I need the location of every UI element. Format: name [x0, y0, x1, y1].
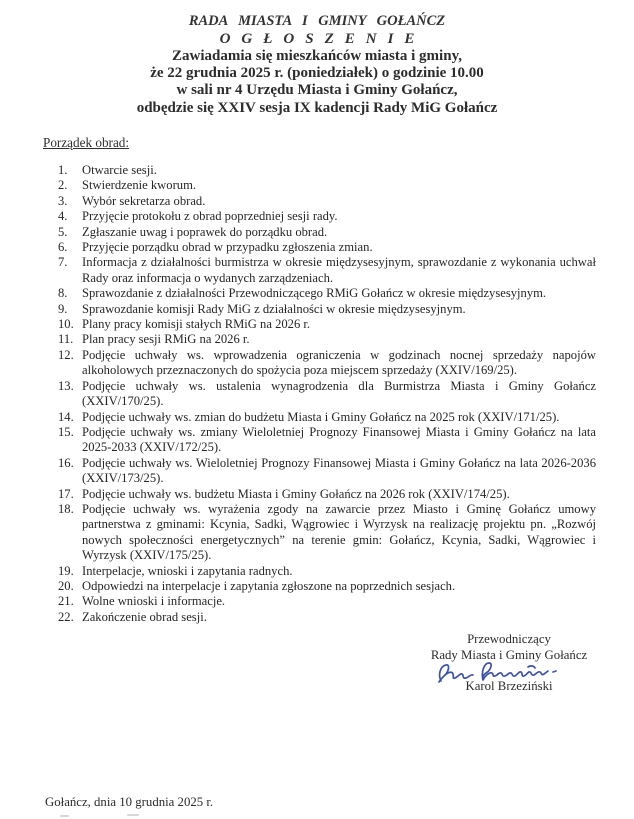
agenda-item [58, 255, 596, 286]
document-header [0, 13, 634, 117]
signer-org: Rady Miasta i Gminy Gołańcz [430, 648, 588, 662]
agenda-item-number: 1. [58, 163, 68, 177]
agenda-item-number: 6. [58, 240, 68, 255]
agenda-item-number: 11. [58, 332, 74, 347]
agenda-item-text: Przyjęcie protokołu z obrad poprzedniej sesji rady. [82, 209, 338, 224]
notice-block [0, 48, 634, 117]
agenda-item [58, 502, 596, 564]
agenda-item-number: 5. [58, 224, 68, 239]
agenda-item [58, 379, 596, 410]
agenda-item [58, 209, 596, 224]
agenda-item-text: Plan pracy sesji RMiG na 2026 r. [82, 332, 250, 347]
scan-artifact [127, 814, 139, 816]
notice-line: Zawiadamia się mieszkańców miasta i gminy, [171, 48, 462, 64]
agenda-item [58, 348, 596, 379]
agenda-item-text: Podjęcie uchwały ws. ustalenia wynagrodzenia dla Burmistrza Miasta i Gminy Gołańcz (XXIV/170/25). [82, 378, 596, 409]
scan-artifact [60, 815, 69, 817]
signer-role: Przewodniczący [467, 632, 551, 646]
agenda-item-text: Podjęcie uchwały ws. zmiany Wieloletniej Prognozy Finansowej Miasta i Gminy Gołańcz na lata 2025-2033 (XXIV/172/25). [82, 424, 596, 455]
agenda-item-text: Zakończenie obrad sesji. [82, 609, 207, 624]
announcement-title: OGŁOSZENIE [219, 31, 426, 47]
agenda-item [58, 302, 596, 317]
agenda-item-text: Otwarcie sesji. [82, 163, 157, 177]
agenda-item-text: Plany pracy komisji stałych RMiG na 2026 r. [82, 317, 311, 332]
agenda-item-number: 15. [58, 424, 74, 439]
agenda-item-text: Sprawozdanie komisji Rady MiG z działalności w okresie międzysesyjnym. [82, 301, 466, 316]
agenda-item-number: 10. [58, 317, 74, 332]
agenda-item [58, 410, 596, 425]
agenda-item-number: 21. [58, 594, 74, 609]
agenda-item-number: 16. [58, 455, 74, 470]
agenda-item-number: 8. [58, 286, 68, 301]
org-title: RADA MIASTA I GMINY GOŁAŃCZ [188, 13, 446, 29]
agenda-item-text: Wolne wnioski i informacje. [82, 594, 226, 609]
agenda-item-number: 2. [58, 178, 68, 193]
agenda-item-text: Podjęcie uchwały ws. budżetu Miasta i Gminy Gołańcz na 2026 rok (XXIV/174/25). [82, 486, 510, 501]
agenda-item-number: 13. [58, 378, 74, 393]
agenda-item [58, 225, 596, 240]
agenda-item-text: Sprawozdanie z działalności Przewodniczącego RMiG Gołańcz w okresie międzysesyjnym. [82, 286, 547, 301]
place-date-line: Gołańcz, dnia 10 grudnia 2025 r. [45, 795, 214, 809]
signature-area [421, 663, 597, 678]
agenda-item [58, 194, 596, 209]
agenda-item-number: 18. [58, 501, 74, 516]
agenda-item [58, 317, 596, 332]
agenda-list [58, 163, 596, 625]
agenda-item-number: 9. [58, 301, 68, 316]
agenda-item-number: 4. [58, 209, 68, 224]
agenda-item [58, 487, 596, 502]
agenda-item-number: 22. [58, 609, 74, 624]
agenda-item [58, 564, 596, 579]
agenda-item [58, 610, 596, 625]
agenda-item-text: Interpelacje, wnioski i zapytania radnych. [82, 563, 293, 578]
agenda-item-number: 3. [58, 193, 68, 208]
agenda-item-number: 17. [58, 486, 74, 501]
agenda-item-text: Zgłaszanie uwag i poprawek do porządku obrad. [82, 224, 328, 239]
agenda-item [58, 425, 596, 456]
agenda-item-text: Podjęcie uchwały ws. zmian do budżetu Miasta i Gminy Gołańcz na 2025 rok (XXIV/171/25). [82, 409, 560, 424]
signer-name: Karol Brzeziński [465, 679, 553, 693]
agenda-item [58, 178, 596, 193]
agenda-item-number: 19. [58, 563, 74, 578]
signature-block [421, 631, 597, 694]
agenda-item-text: Przyjęcie porządku obrad w przypadku zgłoszenia zmian. [82, 240, 373, 255]
agenda-item [58, 240, 596, 255]
agenda-item [58, 163, 596, 178]
agenda-item-text: Podjęcie uchwały ws. wprowadzenia ograniczenia w godzinach nocnej sprzedaży napojów alkoholowych przeznaczonych do spożycia poza miejscem sprzedaży (XXIV/169/25). [82, 347, 596, 378]
handwritten-signature-ink [435, 659, 561, 689]
agenda-item-text: Informacja z działalności burmistrza w okresie międzysesyjnym, sprawozdanie z wykonania uchwał Rady oraz informacja o wydanych zarządzeniach. [82, 255, 596, 285]
agenda-item-number: 12. [58, 347, 74, 362]
agenda-item [58, 579, 596, 594]
agenda-item-number: 7. [58, 255, 68, 270]
agenda-item-text: Stwierdzenie kworum. [82, 178, 197, 193]
agenda-item-number: 20. [58, 578, 74, 593]
agenda-item [58, 594, 596, 609]
agenda-item [58, 456, 596, 487]
notice-line: że 22 grudnia 2025 r. (poniedziałek) o godzinie 10.00 [150, 65, 484, 82]
agenda-item-text: Wybór sekretarza obrad. [82, 193, 206, 208]
agenda-item-text: Odpowiedzi na interpelacje i zapytania zgłoszone na poprzednich sesjach. [82, 578, 456, 593]
agenda-heading: Porządek obrad: [43, 135, 130, 150]
notice-line: w sali nr 4 Urzędu Miasta i Gminy Gołańcz, [176, 82, 458, 99]
agenda-item-number: 14. [58, 409, 74, 424]
notice-line: odbędzie się XXIV sesja IX kadencji Rady MiG Gołańcz [136, 99, 498, 116]
agenda-item-text: Podjęcie uchwały ws. wyrażenia zgody na zawarcie przez Miasto i Gminę Gołańcz umowy partnerstwa z gminami: Kcynia, Sadki, Wągrowiec i Wyrzysk na realizację projektu pn. „Rozwój nowych społeczności energetycznych” na terenie gmin: Gołańcz, Kcynia, Sadki, Wągrowiec i Wyrzysk (XXIV/175/25). [82, 501, 596, 563]
agenda-item [58, 286, 596, 301]
agenda-item [58, 332, 596, 347]
agenda-item-text: Podjęcie uchwały ws. Wieloletniej Prognozy Finansowej Miasta i Gminy Gołańcz na lata 2026-2036 (XXIV/173/25). [82, 455, 596, 486]
